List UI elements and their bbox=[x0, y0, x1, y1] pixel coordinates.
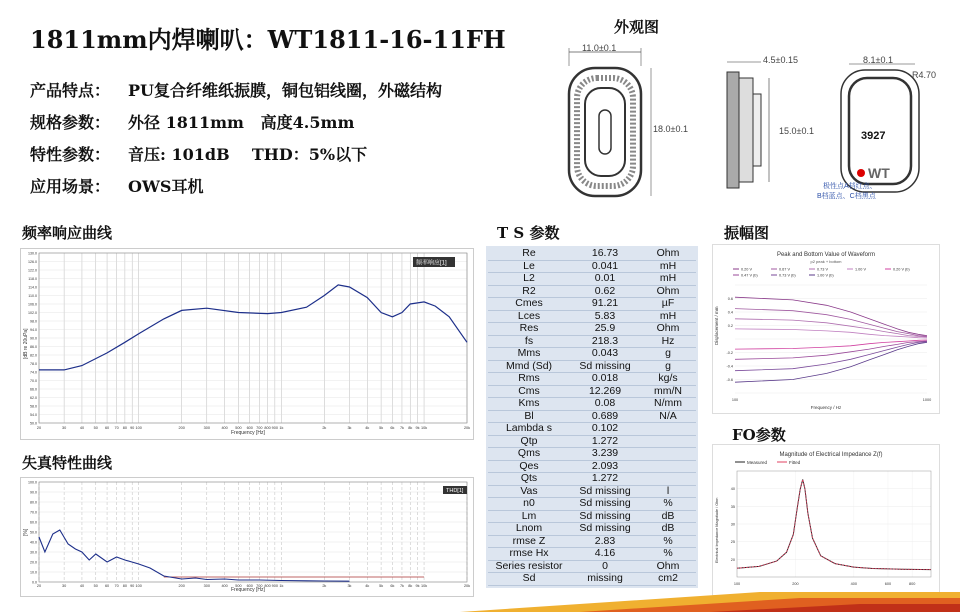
amplitude-series-line bbox=[735, 342, 927, 371]
ts-param-name: R2 bbox=[488, 285, 570, 298]
frequency-y-tick: 114.0 bbox=[28, 285, 37, 290]
amplitude-y-tick: -0.2 bbox=[726, 351, 733, 355]
ts-row bbox=[488, 473, 696, 486]
spec-application bbox=[30, 174, 203, 197]
ts-param-value: 91.21 bbox=[570, 298, 640, 311]
thd-x-tick: 70 bbox=[114, 584, 119, 588]
ts-row bbox=[488, 360, 696, 373]
thd-y-tick: 90.0 bbox=[30, 490, 37, 495]
polarity-note-2: B档蓝点、C档黑点 bbox=[817, 193, 876, 200]
amplitude-title: Peak and Bottom Value of Waveform bbox=[776, 252, 876, 258]
ts-param-unit: kg/s bbox=[640, 373, 696, 386]
thd-x-tick: 80 bbox=[122, 584, 128, 588]
impedance-x-tick: 200 bbox=[792, 582, 799, 586]
thd-x-tick: 90 bbox=[130, 584, 135, 588]
frequency-x-tick: 700 bbox=[256, 426, 263, 430]
ts-param-value: 1.272 bbox=[570, 473, 640, 486]
ts-row bbox=[488, 298, 696, 311]
impedance-measured-curve bbox=[737, 480, 931, 570]
impedance-chart bbox=[713, 445, 939, 595]
thd-y-tick: 60.0 bbox=[30, 520, 37, 525]
frequency-response-curve bbox=[39, 285, 467, 370]
thd-chart bbox=[21, 478, 473, 596]
amplitude-y-tick: 0.2 bbox=[727, 324, 733, 328]
impedance-title: Magnitude of Electrical Impedance Z(f) bbox=[779, 452, 883, 458]
ts-param-unit: g bbox=[640, 348, 696, 361]
ts-param-value: Sd missing bbox=[570, 360, 640, 373]
frequency-x-tick: 4k bbox=[365, 426, 370, 430]
distortion-chart-panel bbox=[20, 477, 474, 597]
frequency-y-tick: 110.0 bbox=[28, 294, 37, 298]
amplitude-legend-entry: 0.20 V bbox=[741, 267, 752, 272]
ts-param-unit: l bbox=[640, 485, 696, 498]
frequency-x-tick: 30 bbox=[62, 426, 67, 430]
thd-x-tick: 700 bbox=[256, 584, 263, 588]
ts-param-value: 2.83 bbox=[570, 535, 640, 548]
frequency-x-tick: 60 bbox=[104, 426, 110, 430]
frequency-y-tick: 122.0 bbox=[28, 268, 37, 273]
ts-param-value: 218.3 bbox=[570, 335, 640, 348]
ts-param-value: Sd missing bbox=[570, 498, 640, 511]
amplitude-series-line bbox=[735, 319, 927, 337]
polarity-note-1: 极性点A档红点、 bbox=[823, 183, 877, 190]
spec-performance bbox=[30, 142, 367, 165]
ts-row bbox=[488, 485, 696, 498]
ts-param-unit: Ohm bbox=[640, 285, 696, 298]
ts-row bbox=[488, 310, 696, 323]
ts-param-name: n0 bbox=[488, 498, 570, 511]
page-title: 1811mm内焊喇叭：WT1811-16-11FH bbox=[30, 25, 506, 54]
ts-param-value: 25.9 bbox=[570, 323, 640, 336]
amplitude-legend-entry: 1.00 V (b) bbox=[817, 273, 834, 278]
frequency-x-tick: 500 bbox=[235, 426, 242, 430]
thd-x-tick: 300 bbox=[203, 584, 210, 588]
ts-row bbox=[488, 435, 696, 448]
ts-param-name: Lnom bbox=[488, 523, 570, 536]
radius-dimension: R4.70 bbox=[912, 70, 937, 80]
amplitude-x-tick: 1000 bbox=[922, 398, 932, 402]
ts-param-value: 0.018 bbox=[570, 373, 640, 386]
ts-param-unit: Ohm bbox=[640, 323, 696, 336]
ts-param-unit bbox=[640, 473, 696, 486]
ts-row bbox=[488, 573, 696, 586]
spec-value: 音压: 101dB THD：5%以下 bbox=[128, 145, 368, 164]
ts-param-unit: g bbox=[640, 360, 696, 373]
frequency-x-tick: 20 bbox=[36, 426, 42, 430]
model-code-label: 3927 bbox=[861, 130, 886, 142]
ts-param-name: Mms bbox=[488, 348, 570, 361]
thd-x-tick: 600 bbox=[246, 584, 253, 588]
ts-param-name: Bl bbox=[488, 410, 570, 423]
ts-table-panel bbox=[486, 246, 698, 588]
side-view bbox=[727, 62, 769, 188]
thd-x-label: Frequency [Hz] bbox=[231, 587, 265, 593]
ts-param-unit: mH bbox=[640, 260, 696, 273]
thd-y-tick: 100.0 bbox=[28, 480, 37, 485]
frequency-x-tick: 1k bbox=[279, 426, 284, 430]
frequency-x-tick: 6k bbox=[390, 426, 395, 430]
ts-param-unit bbox=[640, 423, 696, 436]
frequency-y-tick: 98.0 bbox=[30, 319, 37, 324]
ts-param-value: 0.102 bbox=[570, 423, 640, 436]
fo-heading: FO参数 bbox=[732, 426, 786, 444]
thd-x-tick: 5k bbox=[379, 584, 384, 588]
spec-features bbox=[30, 78, 442, 101]
frequency-x-tick: 400 bbox=[221, 426, 228, 430]
ts-param-name: Cms bbox=[488, 385, 570, 398]
frequency-heading: 频率响应曲线 bbox=[22, 224, 113, 242]
thd-y-tick: 40.0 bbox=[30, 540, 37, 545]
ts-row bbox=[488, 423, 696, 436]
ts-param-name: L2 bbox=[488, 273, 570, 286]
thd-x-tick: 800 bbox=[264, 584, 271, 588]
distortion-heading: 失真特性曲线 bbox=[22, 454, 113, 472]
width-dimension: 11.0±0.1 bbox=[582, 43, 617, 53]
amplitude-y-tick: 0.6 bbox=[727, 297, 733, 301]
frequency-x-tick: 300 bbox=[203, 426, 210, 430]
frequency-x-tick: 10k bbox=[420, 426, 428, 430]
frequency-x-tick: 90 bbox=[130, 426, 135, 430]
ts-param-value: 2.093 bbox=[570, 460, 640, 473]
frequency-y-tick: 126.0 bbox=[28, 260, 37, 264]
ts-param-name: Lambda s bbox=[488, 423, 570, 436]
amplitude-y-tick: 0.4 bbox=[727, 310, 733, 315]
thd-curve bbox=[39, 530, 350, 581]
thd-y-tick: 80.0 bbox=[30, 500, 37, 505]
wt-logo: WT bbox=[868, 165, 890, 181]
frequency-y-tick: 90.0 bbox=[30, 336, 37, 341]
ts-param-name: Qms bbox=[488, 448, 570, 461]
ts-param-name: rmse Hx bbox=[488, 548, 570, 561]
impedance-y-tick: 30 bbox=[730, 522, 735, 527]
impedance-y-tick: 35 bbox=[730, 504, 735, 509]
frequency-y-tick: 66.0 bbox=[30, 387, 37, 392]
ts-row bbox=[488, 398, 696, 411]
thd-y-tick: 30.0 bbox=[30, 550, 37, 555]
frequency-x-tick: 8k bbox=[408, 426, 413, 430]
frequency-x-tick: 7k bbox=[399, 426, 404, 430]
amplitude-x-label: Frequency / Hz bbox=[810, 405, 842, 410]
ts-row bbox=[488, 373, 696, 386]
ts-param-unit: µF bbox=[640, 298, 696, 311]
amplitude-y-label: Displacement / mm bbox=[714, 306, 719, 345]
impedance-chart-panel bbox=[712, 444, 940, 596]
frequency-y-tick: 74.0 bbox=[30, 370, 37, 375]
top-width-dimension: 8.1±0.1 bbox=[863, 55, 893, 65]
frequency-x-tick: 5k bbox=[379, 426, 384, 430]
impedance-fitted-curve bbox=[737, 480, 931, 570]
ts-row bbox=[488, 410, 696, 423]
amplitude-series-line bbox=[735, 297, 927, 335]
ts-param-name: Qtp bbox=[488, 435, 570, 448]
side-height-dimension: 15.0±0.1 bbox=[779, 126, 814, 136]
ts-row bbox=[488, 348, 696, 361]
ts-param-name: Le bbox=[488, 260, 570, 273]
ts-param-value: 3.239 bbox=[570, 448, 640, 461]
spec-label: 产品特点： bbox=[30, 81, 111, 100]
ts-param-name: Lm bbox=[488, 510, 570, 523]
frequency-y-tick: 50.0 bbox=[30, 421, 37, 426]
ts-param-value: 0.08 bbox=[570, 398, 640, 411]
thd-x-tick: 200 bbox=[178, 584, 185, 588]
ts-row bbox=[488, 535, 696, 548]
ts-param-name: Res bbox=[488, 323, 570, 336]
frequency-x-tick: 900 bbox=[271, 426, 279, 430]
impedance-y-tick: 40 bbox=[730, 487, 735, 492]
spec-label: 规格参数： bbox=[30, 113, 111, 132]
amplitude-legend-entry: 0.73 V bbox=[817, 267, 828, 272]
frequency-y-tick: 58.0 bbox=[30, 404, 37, 409]
ts-param-name: Re bbox=[488, 248, 570, 260]
spec-label: 特性参数： bbox=[30, 145, 111, 164]
thd-y-tick: 0.0 bbox=[32, 580, 37, 585]
amplitude-legend-entry: 0.47 V (b) bbox=[741, 273, 758, 278]
thd-x-tick: 100 bbox=[135, 584, 142, 588]
spec-value: PU复合纤维纸振膜，铜包铝线圈，外磁结构 bbox=[128, 81, 442, 100]
thd-x-tick: 1k bbox=[279, 584, 284, 588]
amplitude-legend-entry: 0.20 V (b) bbox=[893, 267, 910, 272]
ts-param-unit bbox=[640, 435, 696, 448]
ts-row bbox=[488, 385, 696, 398]
ts-param-unit: Ohm bbox=[640, 248, 696, 260]
ts-param-unit: Ohm bbox=[640, 560, 696, 573]
ts-param-value: 0.041 bbox=[570, 260, 640, 273]
amplitude-x-tick: 100 bbox=[731, 398, 739, 402]
frequency-y-tick: 86.0 bbox=[30, 345, 37, 349]
ts-param-name: Series resistor bbox=[488, 560, 570, 573]
ts-param-unit: mH bbox=[640, 310, 696, 323]
ts-row bbox=[488, 248, 696, 260]
frequency-x-tick: 9k bbox=[415, 426, 420, 430]
ts-row bbox=[488, 498, 696, 511]
frequency-y-tick: 106.0 bbox=[28, 302, 37, 307]
thd-x-tick: 900 bbox=[271, 584, 279, 588]
ts-row bbox=[488, 523, 696, 536]
ts-param-value: 0.62 bbox=[570, 285, 640, 298]
impedance-legend-fitted: Fitted bbox=[789, 460, 801, 465]
frequency-y-tick: 130.0 bbox=[28, 251, 37, 256]
ts-param-name: Kms bbox=[488, 398, 570, 411]
frequency-x-tick: 70 bbox=[114, 426, 119, 430]
impedance-y-tick: 25 bbox=[730, 540, 735, 545]
ts-param-unit: % bbox=[640, 498, 696, 511]
impedance-x-tick: 400 bbox=[850, 582, 857, 586]
frequency-x-tick: 800 bbox=[264, 426, 271, 430]
amplitude-series-line bbox=[735, 341, 927, 359]
ts-param-name: Vas bbox=[488, 485, 570, 498]
ts-parameter-table bbox=[488, 248, 696, 586]
frequency-x-label: Frequency [Hz] bbox=[231, 430, 265, 436]
frequency-y-tick: 70.0 bbox=[30, 379, 37, 383]
frequency-y-tick: 82.0 bbox=[30, 353, 37, 358]
ts-heading: T S 参数 bbox=[497, 224, 560, 242]
frequency-x-tick: 2k bbox=[322, 426, 327, 430]
frequency-y-tick: 54.0 bbox=[30, 413, 37, 417]
ts-param-unit: dB bbox=[640, 523, 696, 536]
ts-param-unit bbox=[640, 448, 696, 461]
amplitude-legend-entry: 1.00 V bbox=[855, 267, 866, 272]
ts-param-name: Lces bbox=[488, 310, 570, 323]
ts-param-value: 16.73 bbox=[570, 248, 640, 260]
thd-y-tick: 10.0 bbox=[30, 570, 37, 575]
thd-x-tick: 10k bbox=[420, 584, 428, 588]
ts-row bbox=[488, 460, 696, 473]
decorative-stripe bbox=[380, 590, 960, 612]
spec-label: 应用场景： bbox=[30, 177, 111, 196]
amplitude-series-line bbox=[735, 342, 927, 382]
thd-x-tick: 60 bbox=[104, 584, 110, 588]
impedance-y-tick: 20 bbox=[730, 557, 735, 562]
thd-x-tick: 8k bbox=[408, 584, 413, 588]
ts-param-value: 0.01 bbox=[570, 273, 640, 286]
frequency-x-tick: 600 bbox=[246, 426, 253, 430]
ts-param-unit: N/mm bbox=[640, 398, 696, 411]
thd-x-tick: 30 bbox=[62, 584, 67, 588]
ts-row bbox=[488, 448, 696, 461]
thd-x-tick: 50 bbox=[93, 584, 98, 588]
ts-param-value: 5.83 bbox=[570, 310, 640, 323]
ts-row bbox=[488, 335, 696, 348]
ts-param-name: Mmd (Sd) bbox=[488, 360, 570, 373]
amplitude-chart-panel bbox=[712, 244, 940, 414]
amplitude-y-tick: -0.4 bbox=[726, 364, 733, 369]
ts-param-unit: cm2 bbox=[640, 573, 696, 586]
ts-param-name: Qes bbox=[488, 460, 570, 473]
ts-row bbox=[488, 260, 696, 273]
frequency-chart bbox=[21, 249, 473, 439]
thd-x-tick: 500 bbox=[235, 584, 242, 588]
frequency-chart-panel bbox=[20, 248, 474, 440]
ts-param-unit: Hz bbox=[640, 335, 696, 348]
impedance-y-label: Electrical Impedance Magnitude / Ohm bbox=[715, 497, 719, 563]
ts-param-value: 1.272 bbox=[570, 435, 640, 448]
thd-x-tick: 3k bbox=[347, 584, 352, 588]
ts-param-value: 4.16 bbox=[570, 548, 640, 561]
thd-x-tick: 7k bbox=[399, 584, 404, 588]
frequency-y-label: [dB re 20uPa] bbox=[23, 328, 29, 359]
ts-param-name: Rms bbox=[488, 373, 570, 386]
thd-x-tick: 20k bbox=[463, 584, 471, 588]
ts-param-name: fs bbox=[488, 335, 570, 348]
height-dimension: 18.0±0.1 bbox=[653, 124, 688, 134]
thd-x-tick: 2k bbox=[322, 584, 327, 588]
thd-x-tick: 400 bbox=[221, 584, 228, 588]
impedance-x-tick: 100 bbox=[733, 582, 741, 586]
ts-param-value: Sd missing bbox=[570, 523, 640, 536]
amplitude-y-tick: -0.6 bbox=[726, 378, 733, 382]
frequency-legend: 频率响应[1] bbox=[416, 260, 447, 267]
ts-row bbox=[488, 323, 696, 336]
frequency-x-tick: 3k bbox=[347, 426, 352, 430]
thd-y-tick: 50.0 bbox=[30, 530, 37, 535]
amplitude-legend-entry: 0.67 V bbox=[779, 267, 790, 272]
frequency-x-tick: 100 bbox=[135, 426, 142, 430]
ts-param-unit: % bbox=[640, 548, 696, 561]
ts-param-name: rmse Z bbox=[488, 535, 570, 548]
frequency-x-tick: 80 bbox=[122, 426, 128, 430]
impedance-x-tick: 600 bbox=[884, 582, 892, 586]
ts-row bbox=[488, 560, 696, 573]
amplitude-heading: 振幅图 bbox=[724, 224, 770, 242]
ts-param-name: Sd bbox=[488, 573, 570, 586]
ts-row bbox=[488, 273, 696, 286]
ts-param-unit: dB bbox=[640, 510, 696, 523]
frequency-y-tick: 102.0 bbox=[28, 311, 37, 315]
ts-param-unit: mH bbox=[640, 273, 696, 286]
ts-row bbox=[488, 285, 696, 298]
frequency-x-tick: 40 bbox=[79, 426, 85, 430]
spec-value: 外径 1811mm 高度4.5mm bbox=[128, 113, 355, 132]
ts-param-value: 0.043 bbox=[570, 348, 640, 361]
ts-param-value: 0 bbox=[570, 560, 640, 573]
frequency-x-tick: 200 bbox=[178, 426, 185, 430]
ts-param-unit: % bbox=[640, 535, 696, 548]
ts-param-unit: N/A bbox=[640, 410, 696, 423]
frequency-y-tick: 62.0 bbox=[30, 396, 37, 400]
frequency-x-tick: 20k bbox=[463, 426, 471, 430]
ts-param-name: Qts bbox=[488, 473, 570, 486]
thd-x-tick: 6k bbox=[390, 584, 395, 588]
frequency-x-tick: 50 bbox=[93, 426, 98, 430]
amplitude-legend-entry: 0.73 V (b) bbox=[779, 273, 796, 278]
frequency-y-tick: 94.0 bbox=[30, 328, 37, 332]
ts-param-value: 0.689 bbox=[570, 410, 640, 423]
ts-param-value: 12.269 bbox=[570, 385, 640, 398]
impedance-x-tick: 800 bbox=[909, 582, 916, 586]
depth-dimension: 4.5±0.15 bbox=[763, 55, 798, 65]
amplitude-chart bbox=[713, 245, 939, 413]
ts-row bbox=[488, 548, 696, 561]
ts-param-unit bbox=[640, 460, 696, 473]
thd-x-tick: 40 bbox=[79, 584, 85, 588]
ts-param-value: missing bbox=[570, 573, 640, 586]
ts-param-name: Cmes bbox=[488, 298, 570, 311]
impedance-legend-measured: Measured bbox=[747, 460, 768, 465]
thd-x-tick: 4k bbox=[365, 584, 370, 588]
ts-param-value: Sd missing bbox=[570, 510, 640, 523]
thd-x-tick: 20 bbox=[36, 584, 42, 588]
spec-value: OWS耳机 bbox=[128, 177, 204, 196]
ts-param-unit: mm/N bbox=[640, 385, 696, 398]
front-view bbox=[569, 48, 651, 196]
thd-y-tick: 20.0 bbox=[30, 560, 37, 565]
amplitude-legend-header: p2 peak + bottom bbox=[810, 259, 842, 264]
amplitude-series-line bbox=[735, 309, 927, 337]
frequency-y-tick: 118.0 bbox=[28, 277, 37, 281]
thd-x-tick: 9k bbox=[415, 584, 420, 588]
ts-row bbox=[488, 510, 696, 523]
frequency-y-tick: 78.0 bbox=[30, 362, 37, 366]
outline-drawing bbox=[555, 38, 955, 208]
appearance-heading: 外观图 bbox=[614, 18, 660, 36]
spec-dimensions bbox=[30, 110, 354, 133]
thd-legend: THD[1] bbox=[446, 488, 464, 494]
thd-y-label: [%] bbox=[23, 528, 29, 536]
thd-y-tick: 70.0 bbox=[30, 510, 37, 515]
ts-param-value: Sd missing bbox=[570, 485, 640, 498]
